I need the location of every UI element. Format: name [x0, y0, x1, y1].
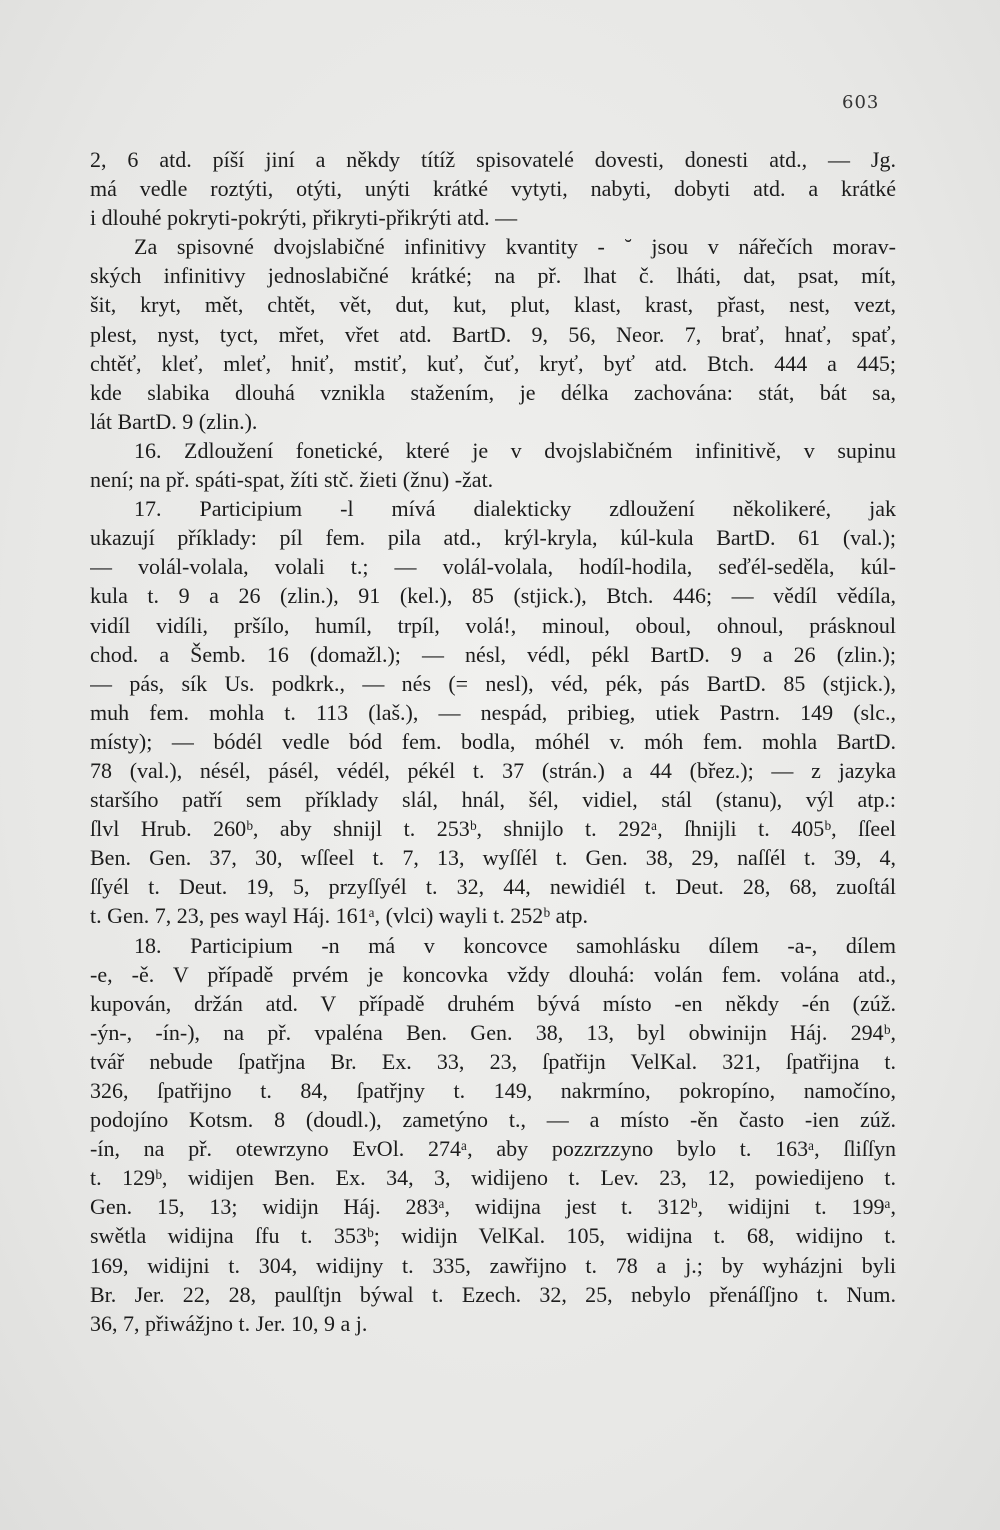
text-line: 326, ſpatřijno t. 84, ſpatřjny t. 149, nakrmíno, pokropíno, namočíno, — [90, 1078, 896, 1103]
text-line: kupován, držán atd. V případě druhém bývá místo -en někdy -én (zúž. — [90, 990, 896, 1016]
text-line: kde slabika dlouhá vznikla stažením, je délka zachována: stát, bát sa, — [90, 379, 896, 405]
text-line: 16. Zdloužení fonetické, které je v dvojslabičném infinitivě, v supinu — [134, 437, 896, 463]
body-text — [90, 145, 896, 1338]
text-line: vidíl vidíli, pršílo, humíl, trpíl, volá!, minoul, oboul, ohnoul, prásknoul — [90, 612, 896, 638]
text-line: — pás, sík Us. podkrk., — nés (= nesl), véd, pék, pás BartD. 85 (stjick.), — [90, 670, 896, 696]
text-line: -ýn-, -ín-), na př. vpaléna Ben. Gen. 38, 13, byl obwinijn Háj. 294ᵇ, — [90, 1019, 896, 1045]
text-line: chod. a Šemb. 16 (domažl.); — nésl, védl, pékl BartD. 9 a 26 (zlin.); — [90, 641, 896, 667]
text-line: Br. Jer. 22, 28, paulſtjn býwal t. Ezech. 32, 25, nebylo přenáſſjno t. Num. — [90, 1281, 896, 1307]
text-line: má vedle roztýti, otýti, unýti krátké vytyti, nabyti, dobyti atd. a krátké — [90, 176, 896, 202]
text-line: kula t. 9 a 26 (zlin.), 91 (kel.), 85 (stjick.), Btch. 446; — vědíl vědíla, — [90, 583, 896, 609]
text-line: lát BartD. 9 (zlin.). — [90, 408, 258, 434]
text-line: 169, widijni t. 304, widijny t. 335, zawřijno t. 78 a j.; by wyházjni byli — [90, 1252, 896, 1278]
text-line: místy); — bódél vedle bód fem. bodla, móhél v. móh fem. mohla BartD. — [90, 728, 896, 754]
text-line: šit, kryt, mět, chtět, vět, dut, kut, plut, klast, krast, přast, nest, vezt, — [90, 292, 896, 318]
text-line: swětla widijna ſfu t. 353ᵇ; widijn VelKal. 105, widijna t. 68, widijno t. — [90, 1223, 896, 1249]
text-line: -e, -ě. V případě prvém je koncovka vždy dlouhá: volán fem. volána atd., — [90, 961, 896, 987]
page-number: 603 — [842, 92, 880, 113]
text-line: ukazují příklady: píl fem. pila atd., krýl-kryla, kúl-kula BartD. 61 (val.); — [90, 525, 896, 551]
text-line: 78 (val.), nésél, pásél, védél, pékél t. 37 (strán.) a 44 (břez.); — z jazyka — [90, 757, 896, 783]
text-line: — volál-volala, volali t.; — volál-volala, hodíl-hodila, seďél-seděla, kúl- — [90, 554, 896, 580]
text-line: ſſyél t. Deut. 19, 5, przyſſyél t. 32, 44, newidiél t. Deut. 28, 68, zuoſtál — [90, 874, 896, 900]
text-line: t. 129ᵇ, widijen Ben. Ex. 34, 3, widijeno t. Lev. 23, 12, powiedijeno t. — [90, 1165, 896, 1191]
text-line: není; na př. spáti-spat, žíti stč. žieti (žnu) -žat. — [90, 467, 494, 493]
text-line: tvář nebude ſpatřjna Br. Ex. 33, 23, ſpatřijn VelKal. 321, ſpatřijna t. — [90, 1048, 896, 1074]
text-line: Gen. 15, 13; widijn Háj. 283ᵃ, widijna jest t. 312ᵇ, widijni t. 199ᵃ, — [90, 1194, 896, 1220]
text-line: t. Gen. 7, 23, pes wayl Háj. 161ᵃ, (vlci) wayli t. 252ᵇ atp. — [90, 903, 588, 929]
text-line: ſlvl Hrub. 260ᵇ, aby shnijl t. 253ᵇ, shnijlo t. 292ᵃ, ſhnijli t. 405ᵇ, ſſeel — [90, 816, 896, 842]
text-line: Ben. Gen. 37, 30, wſſeel t. 7, 13, wyſſél t. Gen. 38, 29, naſſél t. 39, 4, — [90, 845, 896, 871]
text-line: 2, 6 atd. píší jiní a někdy títíž spisovatelé dovesti, donesti atd., — Jg. — [90, 147, 896, 172]
text-line: 36, 7, přiwážjno t. Jer. 10, 9 a j. — [90, 1310, 368, 1336]
text-line: plest, nyst, tyct, mřet, vřet atd. BartD. 9, 56, Neor. 7, brať, hnať, spať, — [90, 321, 896, 347]
text-line: i dlouhé pokryti-pokrýti, přikryti-přikrýti atd. — — [90, 205, 518, 231]
text-line: -ín, na př. otewrzyno EvOl. 274ᵃ, aby pozzrzzyno bylo t. 163ᵃ, ſliſſyn — [90, 1136, 896, 1162]
text-line: chtěť, kleť, mleť, hniť, mstiť, kuť, čuť, kryť, byť atd. Btch. 444 a 445; — [90, 350, 896, 376]
text-line: Za spisovné dvojslabičné infinitivy kvantity - ˘ jsou v nářečích morav- — [134, 234, 896, 260]
text-line: ských infinitivy jednoslabičné krátké; na př. lhat č. lháti, dat, psat, mít, — [90, 263, 896, 289]
text-line: muh fem. mohla t. 113 (laš.), — nespád, pribieg, utiek Pastrn. 149 (slc., — [90, 699, 896, 725]
text-line: podojíno Kotsm. 8 (doudl.), zametýno t., — a místo -ěn často -ien zúž. — [90, 1107, 896, 1133]
text-line: 18. Participium -n má v koncovce samohlásku dílem -a-, dílem — [134, 932, 896, 958]
text-line: 17. Participium -l mívá dialekticky zdloužení několikeré, jak — [134, 496, 896, 522]
text-line: staršího patří sem příklady slál, hnál, šél, vidiel, stál (stanu), výl atp.: — [90, 787, 896, 813]
